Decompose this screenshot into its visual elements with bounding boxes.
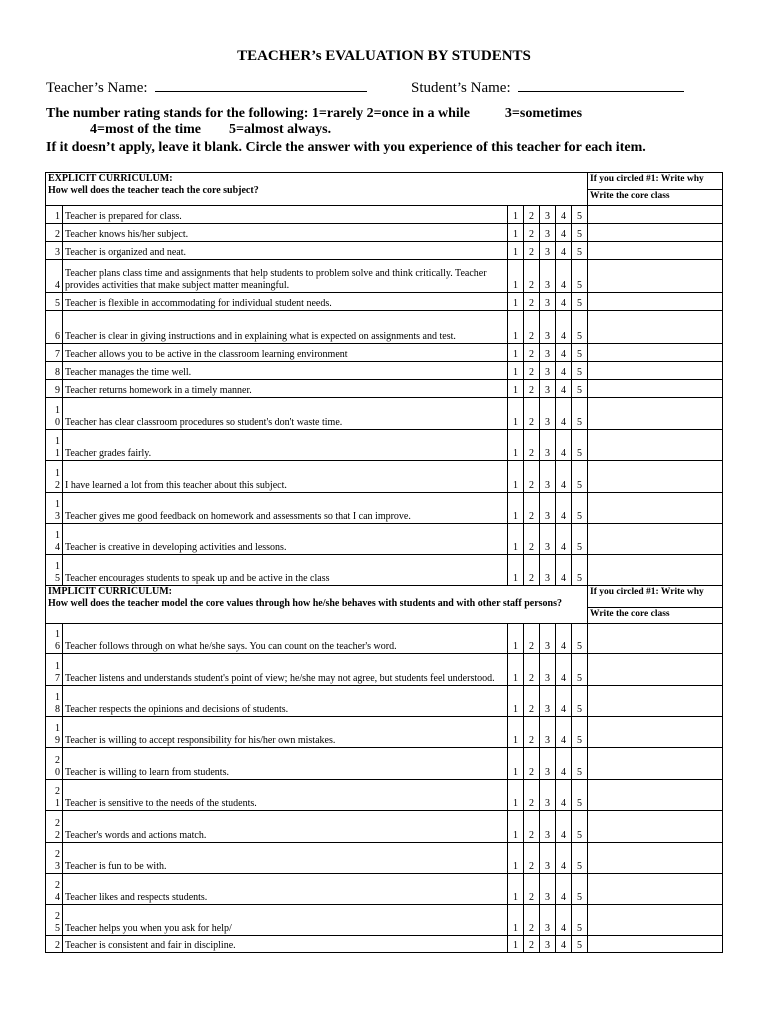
table-row [46, 624, 723, 654]
rating-option-4[interactable]: 4 [556, 748, 572, 780]
rating-option-5[interactable]: 5 [572, 874, 588, 905]
item-number: 7 [46, 344, 63, 362]
item-number: 1 0 [46, 398, 63, 430]
write-why-cell[interactable] [588, 362, 723, 380]
teacher-name-label: Teacher’s Name: [46, 80, 148, 96]
rating-option-5[interactable]: 5 [572, 362, 588, 380]
rating-option-1[interactable]: 1 [508, 555, 524, 586]
rating-option-1[interactable]: 1 [508, 430, 524, 461]
write-why-cell[interactable] [588, 555, 723, 586]
item-statement: Teacher is willing to accept responsibility for his/her own mistakes. [63, 717, 508, 748]
rating-option-3[interactable]: 3 [540, 380, 556, 398]
rating-instructions [46, 106, 736, 156]
implicit-heading [46, 586, 588, 624]
table-row [46, 380, 723, 398]
item-statement: Teacher is sensitive to the needs of the students. [63, 780, 508, 811]
rating-option-2[interactable]: 2 [524, 362, 540, 380]
write-why-cell[interactable] [588, 686, 723, 717]
rating-option-2[interactable]: 2 [524, 398, 540, 430]
rating-option-5[interactable]: 5 [572, 461, 588, 493]
item-number: 1 7 [46, 654, 63, 686]
rating-option-5[interactable]: 5 [572, 748, 588, 780]
rating-option-2[interactable]: 2 [524, 224, 540, 242]
item-statement: Teacher has clear classroom procedures so student's don't waste time. [63, 398, 508, 430]
rating-option-1[interactable]: 1 [508, 811, 524, 843]
rating-option-3[interactable]: 3 [540, 293, 556, 311]
write-why-cell[interactable] [588, 874, 723, 905]
item-statement: Teacher is fun to be with. [63, 843, 508, 874]
item-statement: Teacher is consistent and fair in discipline. [63, 936, 508, 953]
item-statement: Teacher follows through on what he/she says. You can count on the teacher's word. [63, 624, 508, 654]
rating-option-3[interactable]: 3 [540, 717, 556, 748]
table-row [46, 748, 723, 780]
table-row [46, 398, 723, 430]
item-statement: Teacher knows his/her subject. [63, 224, 508, 242]
evaluation-table [45, 172, 723, 953]
rating-option-1[interactable]: 1 [508, 524, 524, 555]
rating-option-1[interactable]: 1 [508, 936, 524, 953]
table-row [46, 260, 723, 293]
rating-option-1[interactable]: 1 [508, 493, 524, 524]
student-name-label: Student’s Name: [411, 80, 511, 96]
rating-option-5[interactable]: 5 [572, 843, 588, 874]
rating-option-2[interactable]: 2 [524, 461, 540, 493]
instruction-line-3: If it doesn’t apply, leave it blank. Circle the answer with you experience of this teacher for each item. [46, 140, 646, 155]
item-statement: Teacher is creative in developing activities and lessons. [63, 524, 508, 555]
rating-option-4[interactable]: 4 [556, 380, 572, 398]
rating-option-4[interactable]: 4 [556, 344, 572, 362]
table-row [46, 811, 723, 843]
rating-option-2[interactable]: 2 [524, 936, 540, 953]
write-why-cell[interactable] [588, 461, 723, 493]
rating-option-1[interactable]: 1 [508, 717, 524, 748]
table-row [46, 936, 723, 953]
rating-option-2[interactable]: 2 [524, 311, 540, 344]
rating-option-3[interactable]: 3 [540, 224, 556, 242]
write-why-cell[interactable] [588, 242, 723, 260]
rating-option-2[interactable]: 2 [524, 780, 540, 811]
item-number: 2 2 [46, 811, 63, 843]
rating-option-1[interactable]: 1 [508, 311, 524, 344]
teacher-name-field[interactable] [155, 76, 367, 92]
rating-option-2[interactable]: 2 [524, 430, 540, 461]
write-why-cell[interactable] [588, 260, 723, 293]
write-why-cell[interactable] [588, 811, 723, 843]
rating-option-3[interactable]: 3 [540, 344, 556, 362]
rating-option-5[interactable]: 5 [572, 293, 588, 311]
item-number: 4 [46, 260, 63, 293]
write-why-cell[interactable] [588, 344, 723, 362]
rating-option-5[interactable]: 5 [572, 242, 588, 260]
rating-option-3[interactable]: 3 [540, 311, 556, 344]
rating-option-3[interactable]: 3 [540, 748, 556, 780]
rating-option-4[interactable]: 4 [556, 430, 572, 461]
rating-option-5[interactable]: 5 [572, 811, 588, 843]
item-number: 5 [46, 293, 63, 311]
write-why-cell[interactable] [588, 624, 723, 654]
rating-option-3[interactable]: 3 [540, 461, 556, 493]
explicit-write-why-header: If you circled #1: Write why [588, 173, 723, 190]
rating-option-2[interactable]: 2 [524, 686, 540, 717]
write-why-cell[interactable] [588, 430, 723, 461]
write-why-cell[interactable] [588, 206, 723, 224]
rating-option-2[interactable]: 2 [524, 811, 540, 843]
rating-option-2[interactable]: 2 [524, 748, 540, 780]
rating-option-5[interactable]: 5 [572, 311, 588, 344]
rating-option-2[interactable]: 2 [524, 717, 540, 748]
rating-option-2[interactable]: 2 [524, 260, 540, 293]
rating-option-5[interactable]: 5 [572, 686, 588, 717]
rating-option-2[interactable]: 2 [524, 654, 540, 686]
item-number: 1 [46, 206, 63, 224]
rating-option-3[interactable]: 3 [540, 811, 556, 843]
explicit-core-class-header: Write the core class [588, 190, 723, 206]
table-row [46, 293, 723, 311]
rating-option-5[interactable]: 5 [572, 380, 588, 398]
rating-option-4[interactable]: 4 [556, 905, 572, 936]
item-statement: Teacher is organized and neat. [63, 242, 508, 260]
rating-option-1[interactable]: 1 [508, 380, 524, 398]
rating-option-5[interactable]: 5 [572, 624, 588, 654]
item-statement: Teacher is clear in giving instructions and in explaining what is expected on assignments and test. [63, 311, 508, 344]
item-number: 1 5 [46, 555, 63, 586]
table-row [46, 843, 723, 874]
write-why-cell[interactable] [588, 224, 723, 242]
rating-option-4[interactable]: 4 [556, 224, 572, 242]
rating-option-5[interactable]: 5 [572, 717, 588, 748]
write-why-cell[interactable] [588, 905, 723, 936]
item-statement: Teacher is prepared for class. [63, 206, 508, 224]
implicit-section [46, 586, 723, 953]
item-statement: Teacher gives me good feedback on homework and assessments so that I can improve. [63, 493, 508, 524]
rating-option-3[interactable]: 3 [540, 843, 556, 874]
rating-option-1[interactable]: 1 [508, 780, 524, 811]
write-why-cell[interactable] [588, 748, 723, 780]
rating-option-1[interactable]: 1 [508, 260, 524, 293]
item-number: 8 [46, 362, 63, 380]
item-statement: Teacher's words and actions match. [63, 811, 508, 843]
rating-option-1[interactable]: 1 [508, 224, 524, 242]
rating-option-5[interactable]: 5 [572, 260, 588, 293]
rating-option-4[interactable]: 4 [556, 555, 572, 586]
rating-option-4[interactable]: 4 [556, 260, 572, 293]
rating-option-1[interactable]: 1 [508, 843, 524, 874]
table-row [46, 524, 723, 555]
rating-option-4[interactable]: 4 [556, 717, 572, 748]
table-row [46, 224, 723, 242]
write-why-cell[interactable] [588, 311, 723, 344]
item-number: 1 9 [46, 717, 63, 748]
table-row [46, 874, 723, 905]
item-statement: Teacher manages the time well. [63, 362, 508, 380]
rating-option-5[interactable]: 5 [572, 905, 588, 936]
table-row [46, 717, 723, 748]
table-row [46, 555, 723, 586]
table-row [46, 780, 723, 811]
rating-option-1[interactable]: 1 [508, 905, 524, 936]
rating-option-4[interactable]: 4 [556, 242, 572, 260]
rating-option-3[interactable]: 3 [540, 780, 556, 811]
item-number: 2 1 [46, 780, 63, 811]
rating-option-5[interactable]: 5 [572, 780, 588, 811]
rating-option-2[interactable]: 2 [524, 624, 540, 654]
item-statement: Teacher likes and respects students. [63, 874, 508, 905]
rating-option-5[interactable]: 5 [572, 936, 588, 953]
rating-option-4[interactable]: 4 [556, 461, 572, 493]
rating-option-4[interactable]: 4 [556, 874, 572, 905]
item-statement: Teacher is flexible in accommodating for individual student needs. [63, 293, 508, 311]
rating-option-2[interactable]: 2 [524, 555, 540, 586]
item-statement: Teacher listens and understands student's point of view; he/she may not agree, but students feel understood. [63, 654, 508, 686]
rating-option-3[interactable]: 3 [540, 398, 556, 430]
rating-option-2[interactable]: 2 [524, 493, 540, 524]
rating-option-3[interactable]: 3 [540, 624, 556, 654]
rating-option-4[interactable]: 4 [556, 206, 572, 224]
write-why-cell[interactable] [588, 843, 723, 874]
rating-option-3[interactable]: 3 [540, 874, 556, 905]
item-number: 2 0 [46, 748, 63, 780]
item-statement: Teacher plans class time and assignments that help students to problem solve and think critically. Teacher provides activities that make subject matter meaningful. [63, 260, 508, 293]
item-number: 1 1 [46, 430, 63, 461]
instruction-line-1: The number rating stands for the following: 1=rarely 2=once in a while 3=sometimes [46, 106, 583, 121]
rating-option-4[interactable]: 4 [556, 780, 572, 811]
rating-option-5[interactable]: 5 [572, 206, 588, 224]
table-row [46, 206, 723, 224]
rating-option-4[interactable]: 4 [556, 936, 572, 953]
item-number: 2 [46, 936, 63, 953]
item-number: 3 [46, 242, 63, 260]
rating-option-3[interactable]: 3 [540, 430, 556, 461]
rating-option-5[interactable]: 5 [572, 555, 588, 586]
rating-option-1[interactable]: 1 [508, 461, 524, 493]
rating-option-1[interactable]: 1 [508, 654, 524, 686]
write-why-cell[interactable] [588, 717, 723, 748]
rating-option-2[interactable]: 2 [524, 206, 540, 224]
rating-option-3[interactable]: 3 [540, 686, 556, 717]
rating-option-2[interactable]: 2 [524, 344, 540, 362]
implicit-question: How well does the teacher model the core values through how he/she behaves with students and with other staff persons? [48, 598, 562, 609]
explicit-title: EXPLICIT CURRICULUM: [48, 173, 173, 184]
rating-option-3[interactable]: 3 [540, 362, 556, 380]
rating-option-3[interactable]: 3 [540, 260, 556, 293]
rating-option-3[interactable]: 3 [540, 555, 556, 586]
rating-option-4[interactable]: 4 [556, 493, 572, 524]
rating-option-4[interactable]: 4 [556, 811, 572, 843]
table-row [46, 242, 723, 260]
student-name-field[interactable] [518, 76, 684, 92]
item-statement: Teacher grades fairly. [63, 430, 508, 461]
item-number: 9 [46, 380, 63, 398]
rating-option-2[interactable]: 2 [524, 524, 540, 555]
rating-option-5[interactable]: 5 [572, 430, 588, 461]
item-statement: Teacher is willing to learn from students. [63, 748, 508, 780]
item-statement: Teacher encourages students to speak up and be active in the class [63, 555, 508, 586]
table-row [46, 461, 723, 493]
implicit-write-why-header: If you circled #1: Write why [588, 586, 723, 608]
rating-option-4[interactable]: 4 [556, 686, 572, 717]
implicit-title: IMPLICIT CURRICULUM: [48, 586, 172, 597]
rating-option-2[interactable]: 2 [524, 242, 540, 260]
rating-option-3[interactable]: 3 [540, 654, 556, 686]
rating-option-4[interactable]: 4 [556, 624, 572, 654]
item-number: 6 [46, 311, 63, 344]
rating-option-3[interactable]: 3 [540, 936, 556, 953]
write-why-cell[interactable] [588, 524, 723, 555]
table-row [46, 430, 723, 461]
implicit-core-class-header: Write the core class [588, 608, 723, 624]
rating-option-2[interactable]: 2 [524, 843, 540, 874]
rating-option-1[interactable]: 1 [508, 624, 524, 654]
rating-option-2[interactable]: 2 [524, 905, 540, 936]
rating-option-4[interactable]: 4 [556, 654, 572, 686]
table-row [46, 362, 723, 380]
rating-option-3[interactable]: 3 [540, 524, 556, 555]
rating-option-3[interactable]: 3 [540, 242, 556, 260]
item-statement: Teacher helps you when you ask for help/ [63, 905, 508, 936]
rating-option-2[interactable]: 2 [524, 293, 540, 311]
explicit-question: How well does the teacher teach the core subject? [48, 185, 259, 196]
item-statement: Teacher respects the opinions and decisions of students. [63, 686, 508, 717]
rating-option-1[interactable]: 1 [508, 242, 524, 260]
rating-option-2[interactable]: 2 [524, 380, 540, 398]
rating-option-1[interactable]: 1 [508, 362, 524, 380]
write-why-cell[interactable] [588, 936, 723, 953]
rating-option-1[interactable]: 1 [508, 293, 524, 311]
name-fields [46, 76, 684, 97]
item-number: 2 4 [46, 874, 63, 905]
rating-option-1[interactable]: 1 [508, 686, 524, 717]
rating-option-4[interactable]: 4 [556, 293, 572, 311]
rating-option-2[interactable]: 2 [524, 874, 540, 905]
table-row [46, 311, 723, 344]
rating-option-5[interactable]: 5 [572, 344, 588, 362]
table-row [46, 344, 723, 362]
rating-option-4[interactable]: 4 [556, 524, 572, 555]
rating-option-4[interactable]: 4 [556, 398, 572, 430]
rating-option-1[interactable]: 1 [508, 206, 524, 224]
item-number: 2 [46, 224, 63, 242]
rating-option-3[interactable]: 3 [540, 206, 556, 224]
rating-option-4[interactable]: 4 [556, 311, 572, 344]
rating-option-4[interactable]: 4 [556, 362, 572, 380]
item-statement: Teacher allows you to be active in the classroom learning environment [63, 344, 508, 362]
rating-option-1[interactable]: 1 [508, 748, 524, 780]
item-number: 1 3 [46, 493, 63, 524]
item-statement: Teacher returns homework in a timely manner. [63, 380, 508, 398]
rating-option-5[interactable]: 5 [572, 524, 588, 555]
rating-option-1[interactable]: 1 [508, 874, 524, 905]
table-row [46, 686, 723, 717]
item-number: 1 6 [46, 624, 63, 654]
rating-option-3[interactable]: 3 [540, 493, 556, 524]
item-number: 1 4 [46, 524, 63, 555]
rating-option-5[interactable]: 5 [572, 398, 588, 430]
table-row [46, 905, 723, 936]
rating-option-5[interactable]: 5 [572, 654, 588, 686]
item-statement: I have learned a lot from this teacher about this subject. [63, 461, 508, 493]
write-why-cell[interactable] [588, 380, 723, 398]
item-number: 2 5 [46, 905, 63, 936]
item-number: 1 8 [46, 686, 63, 717]
explicit-section [46, 173, 723, 586]
rating-option-5[interactable]: 5 [572, 224, 588, 242]
write-why-cell[interactable] [588, 780, 723, 811]
rating-option-5[interactable]: 5 [572, 493, 588, 524]
page-title: TEACHER’s EVALUATION BY STUDENTS [237, 48, 531, 64]
write-why-cell[interactable] [588, 293, 723, 311]
explicit-heading [46, 173, 588, 206]
rating-option-3[interactable]: 3 [540, 905, 556, 936]
rating-option-1[interactable]: 1 [508, 398, 524, 430]
table-row [46, 493, 723, 524]
write-why-cell[interactable] [588, 398, 723, 430]
table-row [46, 654, 723, 686]
rating-option-4[interactable]: 4 [556, 843, 572, 874]
write-why-cell[interactable] [588, 493, 723, 524]
write-why-cell[interactable] [588, 654, 723, 686]
item-number: 1 2 [46, 461, 63, 493]
item-number: 2 3 [46, 843, 63, 874]
instruction-line-2: 4=most of the time 5=almost always. [90, 122, 332, 137]
rating-option-1[interactable]: 1 [508, 344, 524, 362]
